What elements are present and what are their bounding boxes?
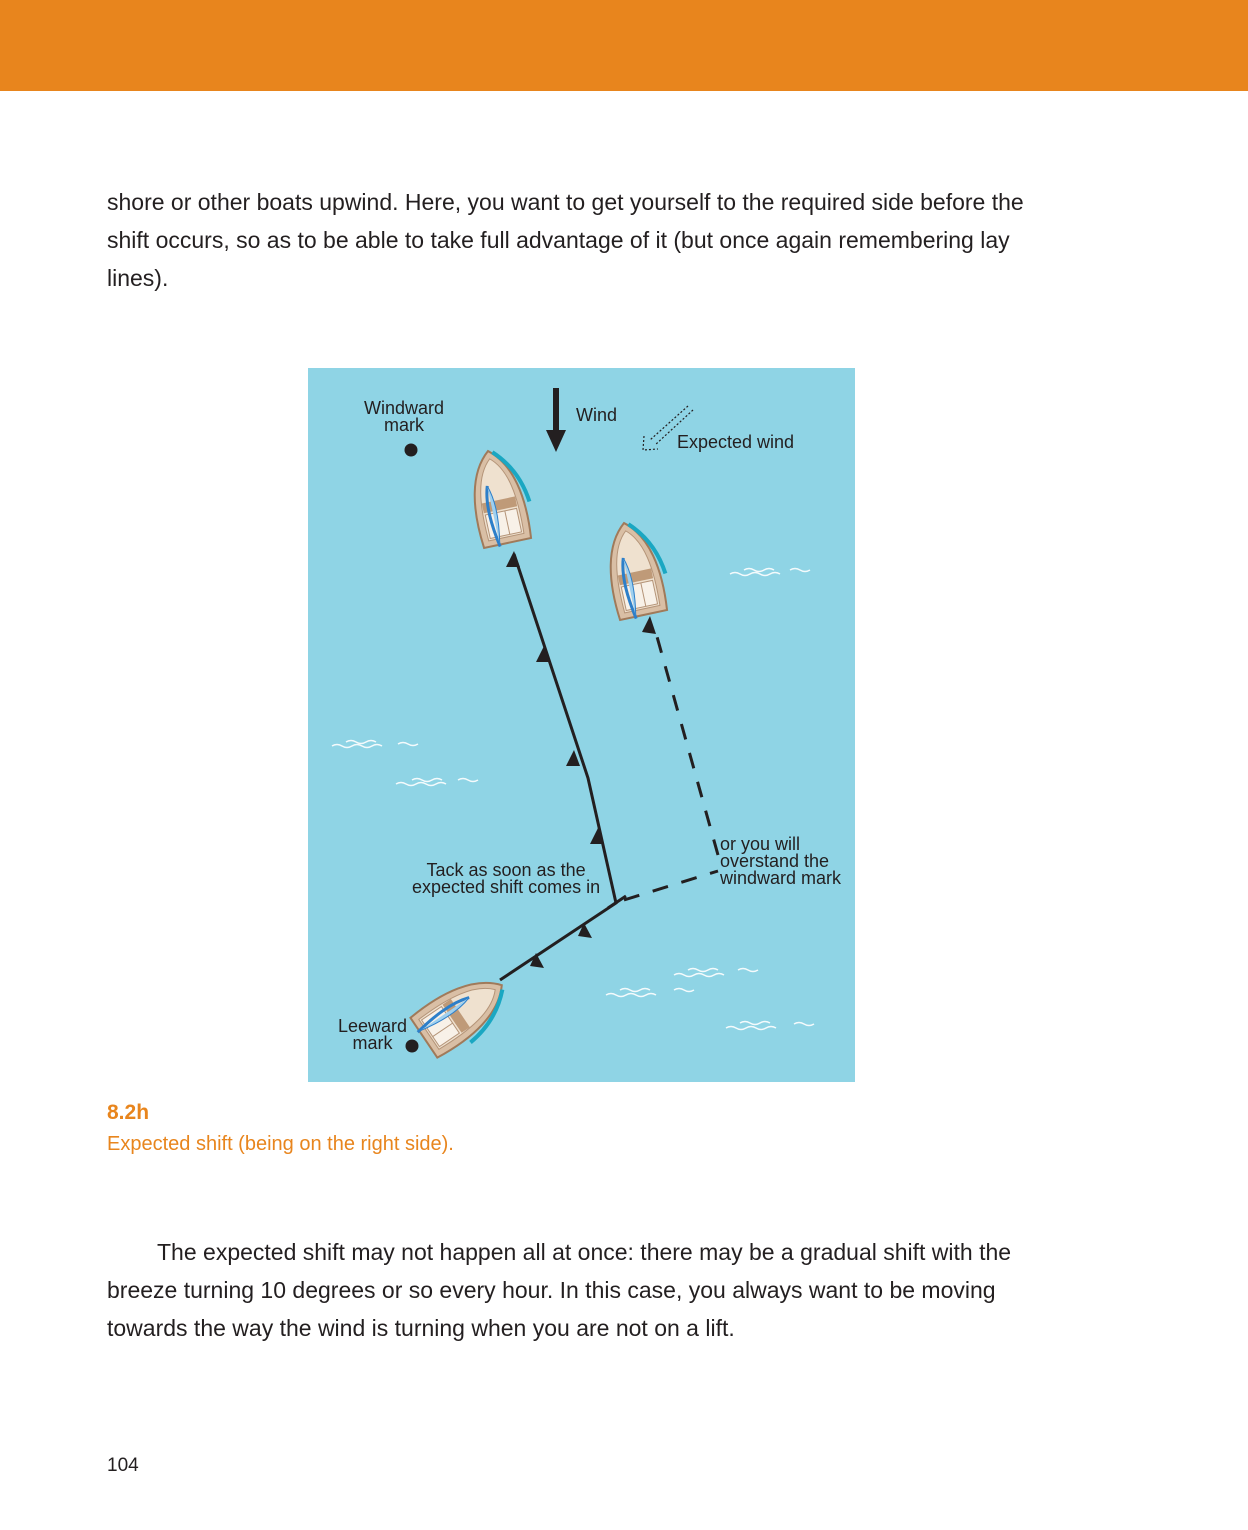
leeward-mark-icon bbox=[406, 1040, 419, 1053]
water-ripples bbox=[332, 569, 814, 1030]
boat-windward-icon bbox=[463, 445, 537, 550]
header-band bbox=[0, 0, 1248, 91]
track-dashed bbox=[624, 626, 718, 900]
diagram-graphic bbox=[308, 368, 855, 1082]
body-paragraph-bottom: The expected shift may not happen all at once: there may be a gradual shift with the breeze turning 10 degrees or so every hour. In this case, you always want to be moving towards the way the wind is turning when you are not on a lift. bbox=[107, 1239, 1012, 1341]
overstand-label: or you will overstand the windward mark bbox=[720, 834, 842, 888]
body-paragraph-top: shore or other boats upwind. Here, you want to get yourself to the required side before the shift occurs, so as to be able to take full advantage of it (but once again remembering lay lines). bbox=[107, 189, 1024, 291]
wind-arrow-icon bbox=[546, 388, 566, 452]
track-arrowheads bbox=[506, 551, 604, 968]
page-number: 104 bbox=[107, 1455, 139, 1476]
figure-caption: Expected shift (being on the right side). bbox=[107, 1133, 454, 1155]
leeward-mark-label: Leeward mark bbox=[338, 1016, 408, 1053]
track-solid bbox=[500, 554, 626, 980]
figure-number: 8.2h bbox=[107, 1101, 150, 1124]
diagram-figure bbox=[308, 368, 855, 1082]
windward-mark-icon bbox=[405, 444, 418, 457]
expected-wind-label: Expected wind bbox=[677, 432, 795, 452]
tack-label: Tack as soon as the expected shift comes in bbox=[412, 860, 601, 897]
track-dashed-arrowhead bbox=[642, 616, 656, 634]
wind-label: Wind bbox=[576, 405, 618, 425]
windward-mark-label: Windward mark bbox=[364, 398, 445, 435]
boat-overstand-icon bbox=[599, 517, 673, 622]
